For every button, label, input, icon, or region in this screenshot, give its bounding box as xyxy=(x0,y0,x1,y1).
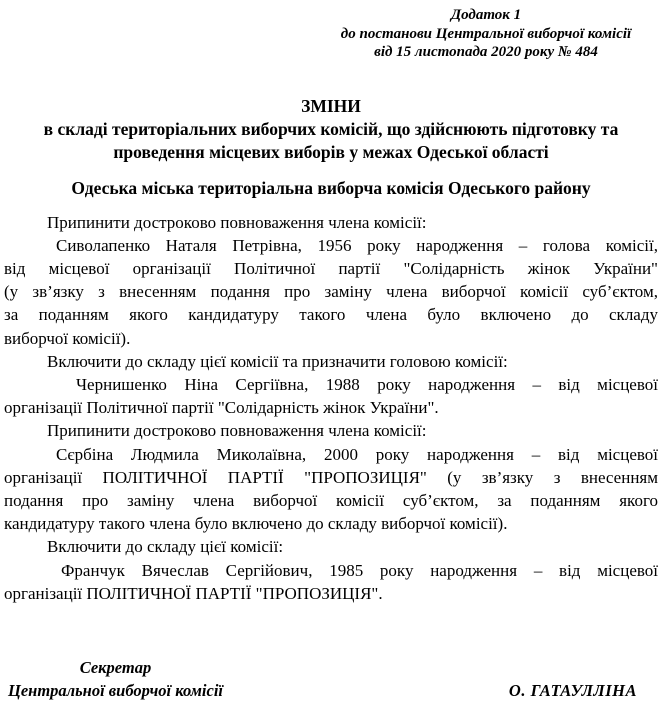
signature-name: О. ГАТАУЛЛІНА xyxy=(508,680,637,700)
paragraph-line: Сєрбіна Людмила Миколаївна, 2000 року народження – від місцевої xyxy=(56,444,658,464)
document-body xyxy=(4,211,658,605)
annex-line-3: від 15 листопада 2020 року № 484 xyxy=(374,44,598,60)
paragraph xyxy=(4,234,658,350)
paragraph-line: за поданням якого кандидатуру такого члена було включено до складу xyxy=(4,305,658,325)
paragraph-line: кандидатуру такого члена було включено до складу виборчої комісії). xyxy=(4,514,508,534)
paragraph xyxy=(4,443,658,536)
paragraph-line: Припинити достроково повноваження члена комісії: xyxy=(47,421,427,441)
paragraph xyxy=(4,559,658,605)
annex-line-2: до постанови Центральної виборчої комісії xyxy=(340,25,632,42)
paragraph-line: Сиволапенко Наталя Петрівна, 1956 року народження – голова комісії, xyxy=(56,235,658,255)
document-title xyxy=(4,95,658,164)
commission-heading: Одеська міська територіальна виборча комісія Одеського району xyxy=(71,177,591,198)
paragraph-line: Франчук Вячеслав Сергійович, 1985 року народження – від місцевої xyxy=(61,560,658,580)
title-subtitle-line-1: в складі територіальних виборчих комісій, що здійснюють підготовку та xyxy=(43,118,619,139)
title-heading: ЗМІНИ xyxy=(301,95,361,116)
paragraph-line: Включити до складу цієї комісії та призначити головою комісії: xyxy=(47,351,508,371)
paragraph-line: організації ПОЛІТИЧНОЇ ПАРТІЇ "ПРОПОЗИЦІЯ". xyxy=(4,583,383,603)
paragraph-line: від місцевої організації Політичної партії "Солідарність жінок України" xyxy=(4,258,658,278)
paragraph-line: організації ПОЛІТИЧНОЇ ПАРТІЇ "ПРОПОЗИЦІЯ" (у зв’язку з внесенням xyxy=(4,467,658,487)
paragraph-line: (у зв’язку з внесенням подання про заміну члена виборчої комісії суб’єктом, xyxy=(4,282,658,302)
paragraph-line: Припинити достроково повноваження члена комісії: xyxy=(47,212,427,232)
paragraph xyxy=(4,419,658,442)
signature-block xyxy=(4,656,658,702)
paragraph-line: організації Політичної партії "Солідарність жінок України". xyxy=(4,398,439,418)
paragraph xyxy=(4,211,658,234)
paragraph-line: Чернишенко Ніна Сергіївна, 1988 року народження – від місцевої xyxy=(76,374,658,394)
annex-header xyxy=(314,6,658,62)
signature-role-line-2: Центральної виборчої комісії xyxy=(8,680,223,700)
paragraph-line: виборчої комісії). xyxy=(4,328,131,348)
paragraph xyxy=(4,373,658,419)
paragraph xyxy=(4,535,658,558)
paragraph-line: подання про заміну члена виборчої комісії суб’єктом, за поданням якого xyxy=(4,490,658,510)
paragraph xyxy=(4,350,658,373)
annex-line-1: Додаток 1 xyxy=(450,7,522,23)
title-subtitle-line-2: проведення місцевих виборів у межах Одеської області xyxy=(113,141,549,162)
signature-role xyxy=(8,656,223,702)
paragraph-line: Включити до складу цієї комісії: xyxy=(47,537,284,557)
signature-role-line-1: Секретар xyxy=(79,657,152,677)
